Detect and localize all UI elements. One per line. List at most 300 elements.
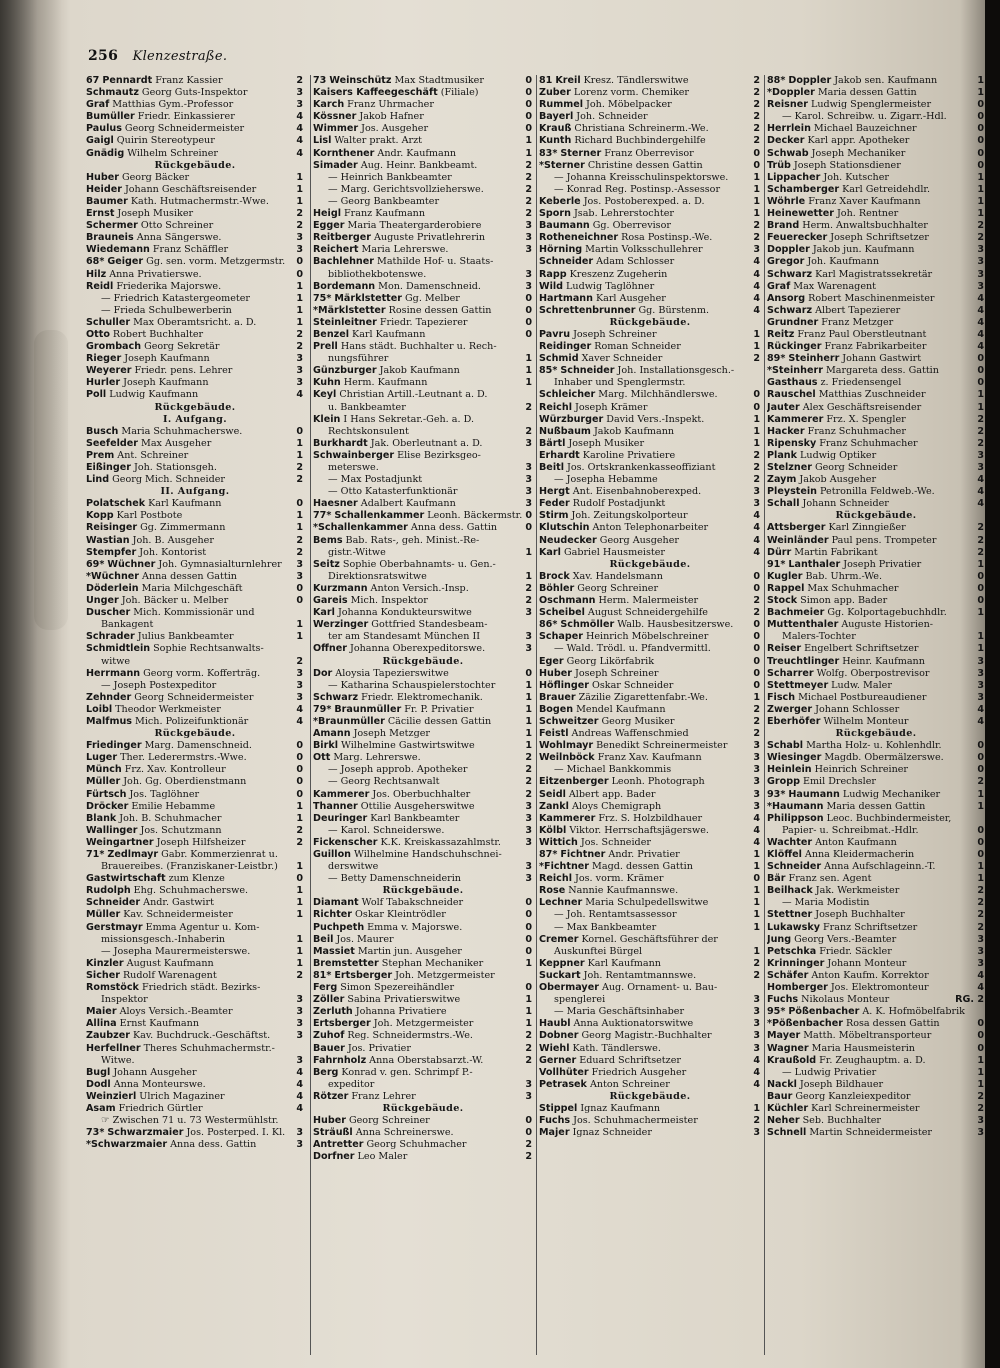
resident-name: Zuber [539,87,571,99]
resident-details: Jos. Ausgeher [361,123,429,135]
floor-number: 0 [977,1042,984,1054]
floor-number: 0 [525,522,532,534]
directory-entry [767,922,985,934]
floor-number: 0 [977,99,984,111]
floor-number: 4 [753,510,760,522]
floor-number: 1 [296,812,303,824]
floor-number: 0 [296,425,303,437]
resident-details: Rudolf Postadjunkt [572,498,666,510]
resident-name: Ernst [86,208,115,220]
floor-number: 4 [296,1066,303,1078]
resident-name: Pleystein [767,486,818,498]
resident-name: Malfmus [86,715,133,727]
directory-entry [539,934,761,946]
entry-continuation [86,861,304,873]
resident-details: Direktionsratswitwe [328,570,427,582]
resident-details: — Georg Rechtsanwalt [328,776,440,788]
resident-name: Krinninger [767,957,825,969]
resident-details: Papier- u. Schreibmat.-Hdlr. [782,824,919,836]
resident-name: Weinzierl [86,1090,137,1102]
floor-number: 3 [296,232,303,244]
directory-entry [767,1079,985,1091]
resident-name: Bärtl [539,437,566,449]
directory-entry [313,293,533,305]
resident-details: Rudolf Warenagent [122,969,217,981]
resident-name: Zerluth [313,1006,353,1018]
resident-name: Ertsberger [334,969,393,981]
resident-name: Allina [86,1018,117,1030]
resident-name: Klein [313,413,341,425]
floor-number: 2 [525,195,532,207]
resident-name: Kreil [555,75,581,86]
resident-name: Keyl [313,389,337,401]
floor-number: 1 [296,885,303,897]
resident-name: Rotheneichner [539,232,619,244]
directory-entry [86,474,304,486]
resident-details: Joh. Zeitungskolporteur [571,510,688,522]
resident-details: Georg Schneidermeister [134,691,254,703]
floor-number: 2 [753,474,760,486]
directory-entry [86,87,304,99]
directory-entry [767,1030,985,1042]
resident-details: — Max Bankbeamter [554,921,657,933]
resident-details: Jos. Privatier [347,1042,411,1054]
resident-name: Weingartner [86,836,154,848]
floor-number: 3 [977,1115,984,1127]
directory-entry [767,861,985,873]
resident-details: Friedr. Einkassierer [137,111,235,123]
floor-number: 3 [753,1030,760,1042]
resident-details: missionsgesch.-Inhaberin [101,933,226,945]
resident-details: Jos. Maurer [336,933,394,945]
directory-entry [313,1030,533,1042]
floor-number: 0 [753,679,760,691]
floor-number: 3 [977,462,984,473]
resident-name: Döderlein [86,582,139,594]
resident-name: Rötzer [313,1090,349,1102]
directory-column-2 [310,75,533,1355]
resident-name: Bayerl [539,111,574,123]
resident-details: Georg Schneider [814,462,898,473]
floor-number: 3 [296,1018,303,1030]
resident-details: Franz Schuhmacher [819,437,918,449]
floor-number: 1 [296,437,303,449]
resident-name: Wiesinger [767,752,822,764]
resident-details: Joseph Schreiner [574,667,659,679]
resident-details: Anna Monteurswe. [113,1078,206,1090]
resident-name: Erhardt [539,449,580,461]
resident-name: Stettmeyer [767,679,829,691]
floor-number: 2 [525,159,532,171]
resident-details: Friederika Majorswe. [116,280,222,292]
entry-continuation [539,909,761,921]
floor-number: 3 [296,353,303,365]
resident-name: Lechner [539,897,583,909]
directory-entry [313,365,533,377]
directory-entry [539,547,761,559]
directory-entry [313,75,533,87]
resident-name: Fuchs [767,994,799,1006]
resident-details: Joh. Möbelpacker [586,99,672,111]
resident-details: Wolfg. Oberpostrevisor [816,667,930,679]
floor-number: 4 [977,715,984,727]
floor-number: 2 [753,607,760,619]
resident-details: I Hans Sekretar.-Geh. a. D. [343,413,474,425]
resident-details: Marg. Milchhändlerswe. [598,389,718,401]
resident-details: Albert Tapezierer [815,304,901,316]
resident-name: Kunth [539,135,572,147]
resident-details: Gg. Zimmermann [140,522,226,534]
directory-entry [539,269,761,281]
floor-number: 4 [977,982,984,994]
resident-name: Schmid [539,353,579,365]
resident-name: Schmidtlein [86,643,151,655]
resident-details: Georg Likörfabrik [566,655,655,667]
directory-entry [313,232,533,244]
resident-name: Rose [539,885,566,897]
house-number: 75* [313,292,332,304]
resident-name: Reitberger [313,232,371,244]
resident-name: Haesner [313,498,358,510]
directory-entry [313,692,533,704]
resident-details: Friedrich Ausgeher [591,1066,687,1078]
resident-name: Stock [767,595,798,607]
entry-continuation [313,861,533,873]
directory-entry [767,329,985,341]
directory-entry [767,994,985,1006]
directory-entry [313,87,533,99]
resident-details: Ludw. Maler [831,679,892,691]
resident-name: Feuerecker [767,232,828,244]
section-heading: I. Aufgang. [162,413,228,425]
floor-number: 2 [753,99,760,111]
resident-name: Reisinger [86,522,138,534]
resident-name: Zankl [539,800,569,812]
resident-name: Trüb [767,159,791,171]
directory-entry [313,1006,533,1018]
resident-name: Kammerer [313,788,370,800]
resident-name: Schmautz [86,87,139,99]
floor-number: 2 [525,401,532,413]
floor-number: 2 [525,764,532,776]
floor-number: 2 [296,208,303,220]
floor-number: 0 [977,147,984,159]
resident-details: Reg. Schneidermstrs.-We. [347,1030,473,1042]
resident-name: Wastian [86,534,130,546]
resident-details: Maria dessen Gattin [826,800,926,812]
resident-name: Rappel [767,582,805,594]
resident-name: Reiser [767,643,802,655]
resident-name: Majer [539,1127,570,1139]
resident-name: Prell [313,341,338,353]
resident-details: Albert app. Bader [568,788,656,800]
resident-name: Schneider [86,897,141,909]
resident-details: zum Klenze [168,873,225,885]
directory-entry [539,885,761,897]
resident-name: Schallenkammer [334,510,425,522]
floor-number: 1 [977,1078,984,1090]
resident-details: Ehg. Schuhmacherswe. [133,885,249,897]
floor-number: 1 [753,861,760,873]
floor-number: 4 [753,1054,760,1066]
floor-number: 0 [753,147,760,159]
resident-details: Karl Kaufmann [587,957,661,969]
resident-name: Doppler [788,75,832,86]
resident-name: Ripensky [767,437,817,449]
resident-name: Zaym [767,474,797,486]
floor-number: 3 [753,752,760,764]
entry-continuation [313,462,533,474]
directory-entry [86,740,304,752]
resident-details: Joh. B. Ausgeher [132,534,214,546]
resident-name: *Braunmüller [313,715,385,727]
floor-number: 1 [977,788,984,800]
floor-number: 3 [296,99,303,111]
entry-continuation [313,547,533,559]
entry-continuation [767,631,985,643]
street-title: Klenzestraße. [132,49,228,64]
resident-details: Kresz. Tändlerswitwe [583,75,689,86]
resident-name: *Schallenkammer [313,522,408,534]
directory-entry [86,583,304,595]
directory-entry [313,1127,533,1139]
resident-details: Anna Kleidermacherin [804,849,915,860]
resident-details: Georg Mich. Schneider [112,474,225,486]
resident-name: Graf [767,280,791,292]
directory-entry [539,776,761,788]
directory-entry [86,353,304,365]
resident-name: Schermer [86,220,138,232]
section-heading: Rückgebäude. [609,316,691,328]
directory-entry [313,1115,533,1127]
directory-entry [767,849,985,861]
floor-number: 0 [296,764,303,776]
resident-details: Roman Schneider [594,341,681,353]
book-binding-shadow [0,0,62,1368]
floor-number: 1 [296,510,303,522]
directory-entry [86,341,304,353]
floor-number: 2 [296,341,303,353]
resident-details: A. K. Hofmöbelfabrik [862,1006,965,1018]
resident-name: Bremstetter [313,957,379,969]
floor-number: 3 [296,244,303,256]
resident-name: Lanthaler [788,558,841,570]
section-heading: Rückgebäude. [382,1102,464,1114]
resident-details: — Michael Bankkommis [554,764,672,776]
resident-details: Ernst Kaufmann [119,1018,199,1030]
directory-entry [767,595,985,607]
directory-entry [539,111,761,123]
floor-number: 1 [977,643,984,655]
floor-number: 3 [525,861,532,873]
entry-continuation [539,922,761,934]
resident-details: — Marg. Gerichtsvollzieherswe. [328,183,484,195]
resident-details: Rosa Postinsp.-We. [621,232,713,244]
resident-details: — Friedrich Katastergeometer [101,292,251,304]
directory-entry [539,498,761,510]
directory-entry [313,740,533,752]
directory-entry [86,752,304,764]
floor-number: 1 [525,715,532,727]
floor-number: 1 [753,1102,760,1114]
floor-number: 1 [525,135,532,147]
resident-name: Scheibel [539,607,585,619]
floor-number: 2 [525,1042,532,1054]
resident-name: Eberhöfer [767,715,821,727]
directory-entry [539,1103,761,1115]
resident-name: Eitzenberger [539,776,609,788]
floor-number: 1 [977,1054,984,1066]
directory-entry [86,970,304,982]
floor-number: 0 [296,873,303,885]
directory-entry [86,559,304,571]
resident-details: Georg Bäcker [121,171,190,183]
directory-entry [767,873,985,885]
resident-name: Hartmann [539,292,593,304]
resident-name: Petschka [767,945,817,957]
resident-details: Franz Kaufmann [343,208,426,220]
resident-name: Amann [313,728,351,740]
directory-entry [767,1127,985,1139]
resident-name: Kinzler [86,957,124,969]
directory-entry [313,813,533,825]
resident-name: Schnell [767,1127,807,1139]
resident-details: Martin jun. Ausgeher [357,945,462,957]
resident-details: Georg Sekretär [144,341,220,353]
resident-details: Anna Schreinerswe. [355,1127,454,1139]
floor-number: 2 [296,328,303,340]
resident-details: Aloys Versich.-Beamter [119,1006,233,1018]
house-number: 67 [86,75,100,86]
entry-continuation [313,764,533,776]
resident-name: Paulus [86,123,122,135]
directory-entry [313,643,533,655]
house-number: 89* [767,353,786,365]
directory-entry [767,958,985,970]
resident-name: Sterner [560,147,602,159]
entry-continuation [313,1079,533,1091]
resident-name: Doppler [767,244,810,256]
floor-number: 2 [977,413,984,425]
resident-name: Schneider [767,861,822,873]
resident-name: Ertsberger [313,1018,371,1030]
resident-details: Ludwig Taglöhner [566,280,655,292]
resident-details: Ludwig Optiker [800,449,877,461]
directory-entry [539,680,761,692]
resident-name: Schaper [539,631,584,643]
entry-continuation [86,1115,304,1127]
floor-number: 3 [977,655,984,667]
floor-number: 3 [977,449,984,461]
resident-details: Ottilie Ausgeherswitwe [360,800,475,812]
resident-details: Gg. sen. vorm. Metzgermstr. [146,256,286,268]
resident-name: Fichtner [560,849,606,860]
floor-number: 4 [296,1090,303,1102]
directory-entry [86,123,304,135]
resident-details: — Josepha Maurermeisterswe. [101,945,251,957]
resident-details: Engelbert Schriftsetzer [804,643,919,655]
resident-details: Ignaz Schneider [572,1127,652,1139]
resident-name: Beil [313,933,334,945]
floor-number: 2 [296,534,303,546]
floor-number: 0 [977,377,984,389]
directory-entry [539,402,761,414]
floor-number: 1 [525,1018,532,1030]
resident-name: Bems [313,534,343,546]
resident-details: Bankagent [101,619,154,631]
floor-number: 3 [977,280,984,292]
resident-details: Heinr. Kaufmann [842,655,925,667]
resident-details: August Kaufmann [126,957,214,969]
resident-name: Bachmeier [767,607,825,619]
directory-entry [539,595,761,607]
entry-continuation [86,619,304,631]
resident-name: Eißinger [86,462,131,473]
directory-entry [539,1018,761,1030]
directory-entry [313,994,533,1006]
section-heading: Rückgebäude. [154,159,236,171]
floor-number: 0 [296,268,303,280]
resident-details: Leonh. Photograph [611,776,705,788]
directory-entry [86,922,304,934]
section-heading: Rückgebäude. [154,728,236,740]
resident-details: Emilie Hebamme [131,800,216,812]
directory-entry [539,341,761,353]
floor-number: 3 [753,498,760,510]
resident-details: Martin Schneidermeister [809,1127,932,1139]
resident-details: Jos. Schneider [580,836,651,848]
house-number: 81* [313,969,332,981]
directory-entry [539,861,761,873]
directory-entry [86,716,304,728]
directory-entry [539,99,761,111]
resident-details: Aug. Ornament- u. Bau- [601,982,718,994]
resident-details: Karl Magistratssekretär [815,268,933,280]
directory-entry [313,220,533,232]
directory-entry [313,958,533,970]
floor-number: 2 [296,75,303,86]
floor-number: 0 [977,353,984,365]
floor-number: 0 [296,788,303,800]
entry-continuation [313,486,533,498]
resident-details: — Josepha Hebamme [554,474,658,486]
resident-details: Georg Schuhmacher [366,1139,467,1151]
resident-name: Dobner [539,1030,579,1042]
directory-entry [539,329,761,341]
resident-name: Ansorg [767,292,806,304]
resident-details: Joh. Stationsgeh. [133,462,217,473]
resident-name: Graf [86,99,110,111]
floor-number: 1 [977,861,984,873]
floor-number: 4 [977,474,984,486]
resident-name: Reidl [86,280,114,292]
resident-name: Diamant [313,897,359,909]
directory-entry [86,764,304,776]
resident-name: Küchler [767,1102,809,1114]
resident-name: Schmöller [560,619,615,631]
floor-number: 1 [525,994,532,1006]
floor-number: 0 [977,824,984,836]
resident-details: Anna dess. Gattin [410,522,498,534]
directory-entry [86,498,304,510]
floor-number: 2 [296,969,303,981]
resident-name: Blank [86,812,117,824]
directory-entry [539,414,761,426]
resident-details: — Georg Bankbeamter [328,195,440,207]
resident-details: Herm. Malermeister [598,595,699,607]
directory-column-4 [764,75,985,1355]
resident-details: Joh. Installationsgesch.- [617,365,735,377]
